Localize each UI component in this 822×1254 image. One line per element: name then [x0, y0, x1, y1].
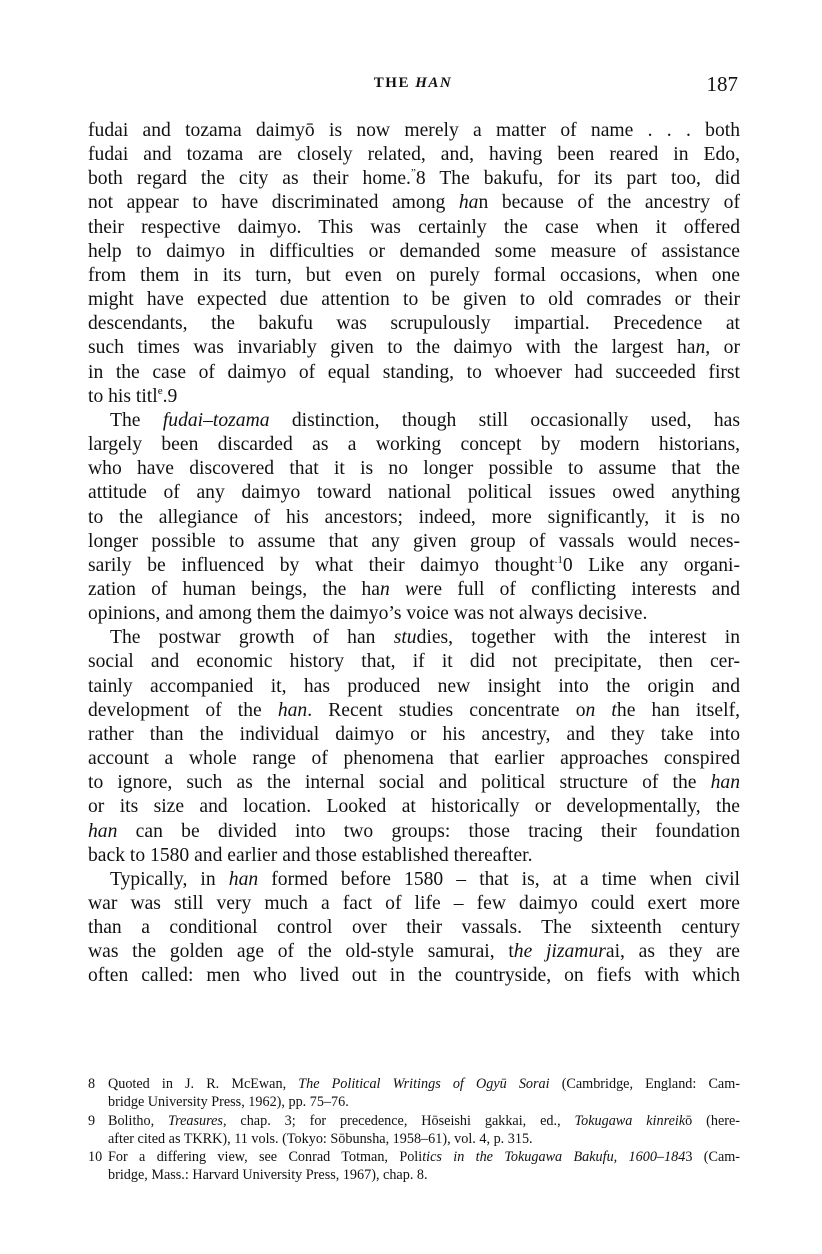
- text-line: tainly accompanied it, has produced new insight into the origin and: [88, 675, 740, 697]
- text-line: fudai and tozama daimyō is now merely a matter of name . . . both: [88, 120, 740, 141]
- running-head-emph: HAN: [415, 75, 453, 91]
- footnotes: [88, 1075, 740, 1185]
- text-line: than a conditional control over their vassals. The sixteenth century: [88, 917, 740, 939]
- footnote-8: [88, 1075, 740, 1112]
- text-line: or its size and location. Looked at historically or developmentally, the: [88, 796, 740, 818]
- footnote-number: 8: [88, 1076, 96, 1092]
- footnote-line: For a differing view, see Conrad Totman, Politics in the Tokugawa Bakufu, 1600–1843 (Cam-: [108, 1149, 740, 1166]
- text-line: rather than the individual daimyo or his ancestry, and they take into: [88, 723, 740, 745]
- text-line: The fudai–tozama distinction, though still occasionally used, has: [110, 409, 740, 431]
- text-line: such times was invariably given to the daimyo with the largest han, or: [88, 337, 740, 359]
- text-line: account a whole range of phenomena that earlier approaches conspired: [88, 748, 740, 770]
- text-line: not appear to have discriminated among han because of the ancestry of: [88, 192, 740, 214]
- footnote-9: [88, 1112, 740, 1149]
- text-line: to his titl$^e$.9: [88, 384, 178, 407]
- text-line: back to 1580 and earlier and those established thereafter.: [88, 844, 533, 866]
- text-line: to ignore, such as the internal social and political structure of the han: [88, 772, 740, 794]
- text-line: from them in its turn, but even on purely formal occasions, when one: [88, 264, 740, 286]
- text-line: zation of human beings, the han were full of conflicting interests and: [88, 578, 741, 600]
- text-line: longer possible to assume that any given group of vassals would neces-: [88, 530, 740, 552]
- footnote-line: Quoted in J. R. McEwan, The Political Writings of Ogyū Sorai (Cambridge, England: Cam-: [108, 1076, 740, 1092]
- text-line: was the golden age of the old-style samurai, the jizamurai, as they are: [88, 941, 741, 963]
- text-line: war was still very much a fact of life – few daimyo could exert more: [88, 893, 740, 914]
- text-line: largely been discarded as a working concept by modern historians,: [88, 434, 740, 456]
- text-line: to the allegiance of his ancestors; indeed, more significantly, it is no: [88, 506, 740, 528]
- text-line: sarily be influenced by what their daimyo thought$^{.1}$0 Like any organi-: [88, 553, 741, 576]
- text-line: han can be divided into two groups: those tracing their foundation: [88, 820, 740, 842]
- page-number: 187: [706, 72, 738, 96]
- footnote-number: 9: [88, 1112, 96, 1129]
- text-line: social and economic history that, if it did not precipitate, then cer-: [88, 651, 740, 673]
- footnote-line: Bolitho, Treasures, chap. 3; for precedence, Hōseishi gakkai, ed., Tokugawa kinreikō (here-: [108, 1112, 740, 1129]
- text-line: The postwar growth of han studies, together with the interest in: [110, 627, 740, 649]
- footnote-line: after cited as TKRK), 11 vols. (Tokyo: Sōbunsha, 1958–61), vol. 4, p. 315.: [108, 1130, 533, 1147]
- page-header: [88, 72, 738, 98]
- text-line: attitude of any daimyo toward national political issues owed anything: [88, 482, 740, 504]
- text-line: often called: men who lived out in the countryside, on fiefs with which: [88, 965, 740, 987]
- text-line: development of the han. Recent studies concentrate on the han itself,: [88, 699, 740, 721]
- text-line: who have discovered that it is no longer possible to assume that the: [88, 458, 740, 480]
- running-head-prefix: THE: [373, 75, 416, 91]
- running-head: [88, 75, 738, 92]
- text-line: both regard the city as their home.”8 The bakufu, for its part too, did: [88, 167, 740, 190]
- footnote-number: 10: [88, 1149, 103, 1166]
- text-line: might have expected due attention to be given to old comrades or their: [88, 289, 740, 311]
- text-line: their respective daimyo. This was certainly the case when it offered: [88, 216, 740, 238]
- text-line: help to daimyo in difficulties or demanded some measure of assistance: [88, 240, 740, 262]
- body-text: [88, 119, 740, 989]
- text-line: fudai and tozama are closely related, and, having been reared in Edo,: [88, 144, 740, 166]
- text-line: opinions, and among them the daimyo’s voice was not always decisive.: [88, 603, 648, 625]
- footnote-line: bridge, Mass.: Harvard University Press, 1967), chap. 8.: [108, 1167, 428, 1184]
- footnote-line: bridge University Press, 1962), pp. 75–76.: [108, 1094, 349, 1111]
- text-line: in the case of daimyo of equal standing, to whoever had succeeded first: [88, 361, 740, 383]
- footnote-10: [88, 1148, 740, 1185]
- text-line: Typically, in han formed before 1580 – that is, at a time when civil: [110, 868, 740, 890]
- text-line: descendants, the bakufu was scrupulously impartial. Precedence at: [88, 313, 740, 335]
